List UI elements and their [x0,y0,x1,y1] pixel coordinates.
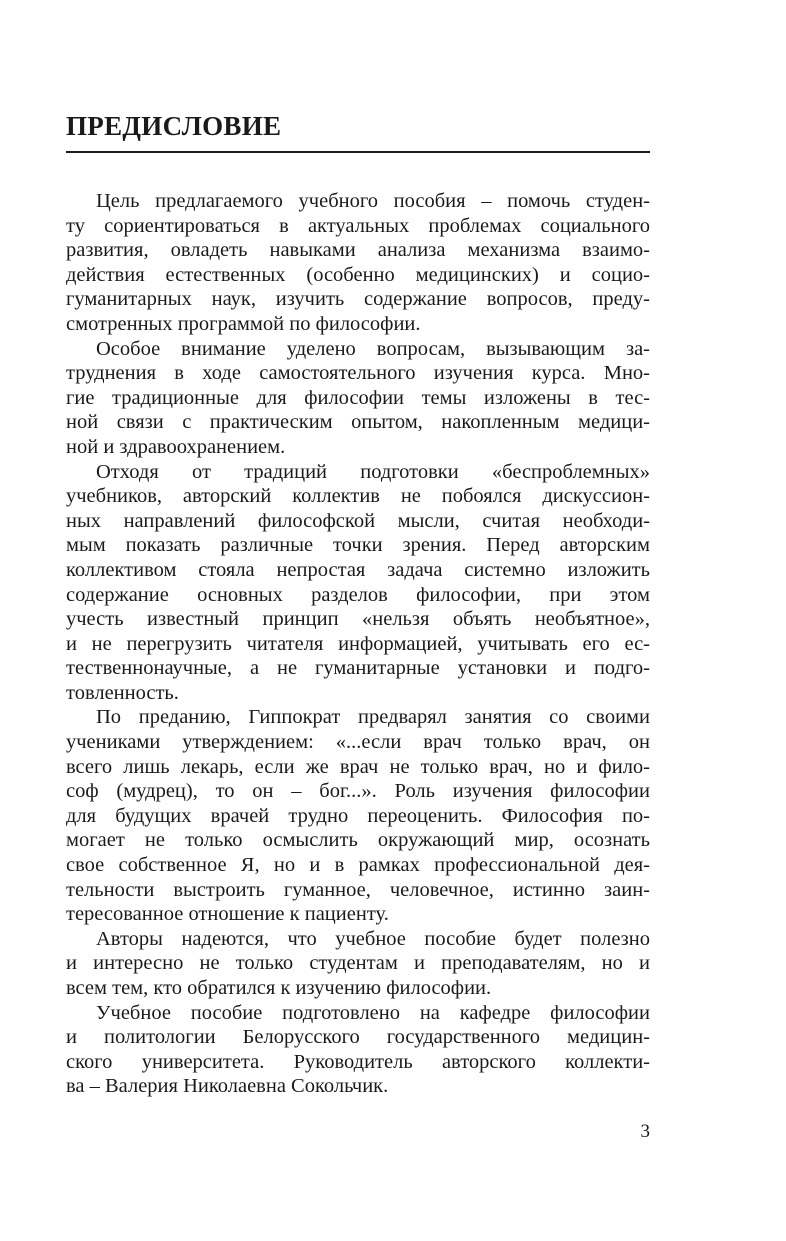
text-line: ского университета. Руководитель авторского коллекти- [66,1050,650,1073]
text-line: мым показать различные точки зрения. Перед авторским [66,534,650,557]
text-line: и интересно не только студентам и преподавателям, но и [66,952,650,975]
paragraph [66,927,650,1001]
text-line: ту сориентироваться в актуальных проблемах социального [66,214,650,237]
text-line: ной и здравоохранением. [66,435,286,458]
text-line: тественнонаучные, а не гуманитарные установки и подго- [66,657,650,680]
text-line: ной связи с практическим опытом, накопленным медици- [66,411,650,434]
text-line: коллективом стояла непростая задача системно изложить [66,558,650,581]
title-divider [66,151,650,153]
text-line: Авторы надеются, что учебное пособие будет полезно [96,927,650,950]
text-line: труднения в ходе самостоятельного изучения курса. Мно- [66,362,650,385]
text-line: По преданию, Гиппократ предварял занятия со своими [96,706,650,729]
text-line: и политологии Белорусского государственного медицин- [66,1026,650,1049]
text-line: учесть известный принцип «нельзя объять необъятное», [66,608,650,631]
paragraph [66,189,650,337]
text-line: соф (мудрец), то он – бог...». Роль изучения философии [66,780,650,803]
text-line: тересованное отношение к пациенту. [66,903,389,926]
text-line: учениками утверждением: «...если врач только врач, он [66,731,650,754]
text-line: содержание основных разделов философии, при этом [66,583,650,606]
text-line: могает не только осмыслить окружающий мир, осознать [66,829,650,852]
text-line: для будущих врачей трудно переоценить. Философия по- [66,804,650,827]
text-line: всего лишь лекарь, если же врач не только врач, но и фило- [66,755,650,778]
page-title: ПРЕДИСЛОВИЕ [66,111,282,141]
text-line: всем тем, кто обратился к изучению философии. [66,977,492,999]
text-line: гуманитарных наук, изучить содержание вопросов, преду- [66,288,650,311]
text-line: Цель предлагаемого учебного пособия – помочь студен- [96,190,650,212]
text-line: и не перегрузить читателя информацией, учитывать его ес- [66,632,650,655]
text-line: развития, овладеть навыками анализа механизма взаимо- [66,239,650,262]
text-line: Отходя от традиций подготовки «беспроблемных» [96,460,650,483]
body-text [66,189,650,1099]
paragraph [66,1001,650,1099]
text-line: смотренных программой по философии. [66,312,421,335]
paragraph [66,460,650,706]
text-line: гие традиционные для философии темы изложены в тес- [66,386,650,409]
text-line: Особое внимание уделено вопросам, вызывающим за- [96,337,650,360]
paragraph [66,337,650,460]
text-line: свое собственное Я, но и в рамках профессиональной дея- [66,854,650,877]
text-line: ных направлений философской мысли, считая необходи- [66,509,650,532]
page-number: 3 [640,1121,650,1142]
paragraph [66,705,650,926]
text-line: ва – Валерия Николаевна Сокольчик. [66,1075,389,1098]
text-line: действия естественных (особенно медицинских) и социо- [66,263,650,286]
text-line: тельности выстроить гуманное, человечное, истинно заин- [66,878,650,901]
text-line: учебников, авторский коллектив не побоялся дискуссион- [66,485,650,508]
text-line: Учебное пособие подготовлено на кафедре философии [96,1001,650,1024]
text-line: товленность. [66,681,179,704]
